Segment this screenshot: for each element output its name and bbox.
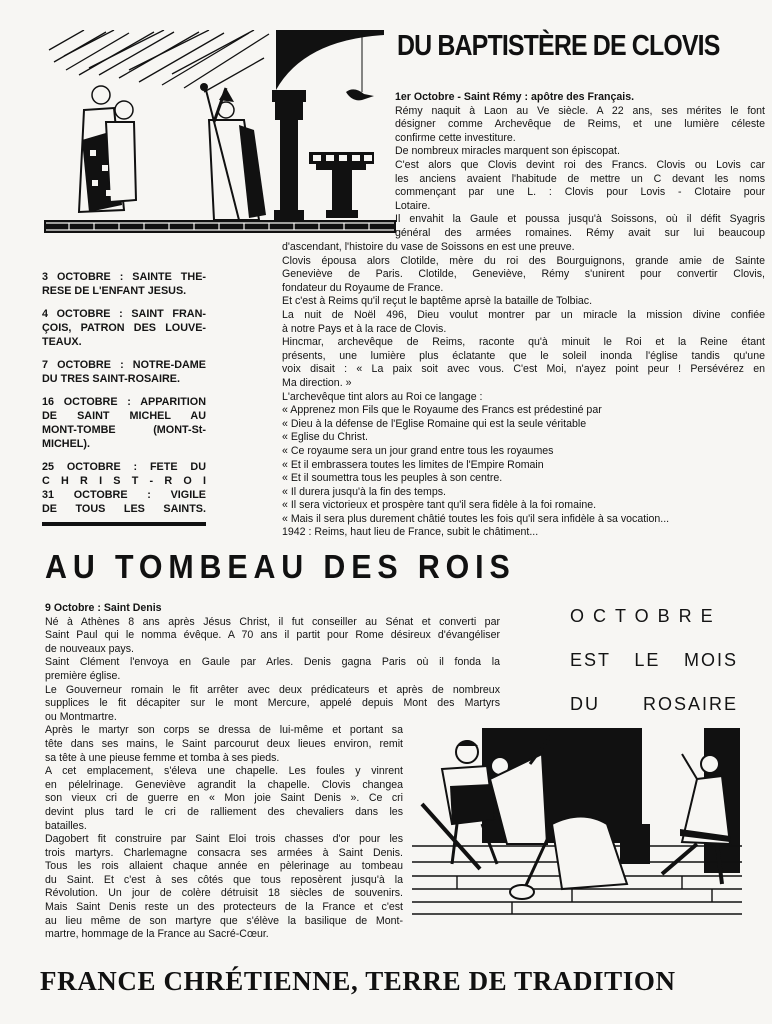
text-line: Saint Paul qui le nomma évêque. A 70 ans il partit pour Rome désireux d'évangéliser — [45, 629, 500, 642]
section1-right-column — [395, 91, 765, 241]
quote-line: « Il sera victorieux et prospère tant qu'il sera fidèle à la foi romaine. — [282, 499, 597, 512]
text-line: Rémy naquit à Laon au Ve siècle. A 22 ans, ses mérites le font — [395, 104, 765, 117]
text-line: sa tête à une pieuse femme et tomba à ses pieds. — [45, 751, 280, 764]
text-line: Révolution. Un jour de colère détruisit 18 siècles de souvenirs. — [45, 887, 403, 900]
footer-headline: FRANCE CHRÉTIENNE, TERRE DE TRADITION — [40, 966, 676, 996]
text-line: trois martyrs. Charlemagne consacra ses armées à Saint Denis. — [45, 846, 403, 859]
feast-line: RESE DE L'ENFANT JESUS. — [42, 285, 187, 297]
quote-line: « Et il soumettra tous les peuples à son centre. — [282, 472, 503, 485]
text-line: L'archevêque tint alors au Roi ce langage : — [282, 390, 483, 403]
quote-line: « Dieu à la défense de l'Eglise Romaine qui est la seule véritable — [282, 417, 587, 430]
section2-subheading: 9 Octobre : Saint Denis — [45, 602, 162, 614]
text-line: fondateur du Royaume de France. — [282, 281, 444, 294]
quote-line: « Apprenez mon Fils que le Royaume des Francs est prédestiné par — [282, 404, 602, 417]
text-line: Dagobert fit construire par Saint Eloi trois chasses d'or pour les — [45, 833, 403, 846]
feast-days-list — [42, 270, 206, 525]
text-line: Né à Athènes 8 ans après Jésus Christ, il fut conseiller au Sénat et converti par — [45, 615, 500, 628]
text-line: voix disait : « La paix soit avec vous. C'est Moi, n'ayez point peur ! Persévérez en — [282, 363, 765, 376]
text-line: Ma direction. » — [282, 376, 352, 389]
text-line: première église. — [45, 669, 121, 682]
quote-line: « Ce royaume sera un jour grand entre tous les royaumes — [282, 444, 554, 457]
section-title-baptistere: DU BAPTISTÈRE DE CLOVIS — [397, 30, 720, 62]
section1-wide-column — [282, 241, 765, 540]
feast-line: MICHEL). — [42, 438, 90, 450]
feast-line: TEAUX. — [42, 336, 82, 348]
text-line: présents, une lumière plus éclatante que le soleil inonda l'église tandis qu'une — [282, 349, 765, 362]
text-line: son vieux cri de guerre en « Mon joie Saint Denis ». Ce cri — [45, 792, 403, 805]
feast-line: 25 OCTOBRE : FETE DU — [42, 461, 206, 473]
quote-line: « Et il embrassera toutes les limites de l'Empire Romain — [282, 458, 544, 471]
text-line: à notre Pays et à la race de Clovis. — [282, 322, 447, 335]
text-line: tête dans ses mains, le Saint parcourut deux lieues environ, remit — [45, 737, 403, 750]
text-line: A cet emplacement, s'éleva une chapelle. Les foules y vinrent — [45, 765, 403, 778]
quote-line: « Eglise du Christ. — [282, 431, 368, 444]
feast-line: MONT-TOMBE (MONT-St- — [42, 424, 206, 436]
text-line: La nuit de Noël 496, Dieu voulut montrer par un miracle la mission divine confiée — [282, 308, 765, 321]
divider-rule — [42, 522, 206, 526]
text-line: au lieu même de son martyre que s'élève la basilique de Mont- — [45, 914, 403, 927]
text-line: Le Gouverneur romain le fit arrêter avec deux prédicateurs et après de nombreux — [45, 683, 500, 696]
text-line: désigner comme Archevêque de Reims, et une lumière céleste — [395, 118, 765, 131]
text-line: du Saint. Et c'est à ses côtés que tous reposèrent jusqu'à la — [45, 873, 403, 886]
quote-line: « Il durera jusqu'à la fin des temps. — [282, 485, 446, 498]
feast-line: 4 OCTOBRE : SAINT FRAN- — [42, 308, 206, 320]
text-line: Tous les rois allaient chaque année en pèlerinage au tombeau — [45, 860, 403, 873]
section-title-tombeau: AU TOMBEAU DES ROIS — [45, 548, 516, 585]
martyrdom-of-saint-denis-illustration — [412, 724, 747, 929]
text-line: général des armées romaines. Rémy avait sur lui beaucoup — [395, 226, 765, 239]
feast-line: DE TOUS LES SAINTS. — [42, 503, 206, 515]
text-line: Hincmar, archevêque de Reims, raconte qu'à minuit le Roi et la Reine étant — [282, 336, 765, 349]
text-line: les anciens avaient l'habitude de mettre un C devant les noms — [395, 172, 765, 185]
text-line: batailles. — [45, 819, 87, 832]
text-line: Saint Clément l'envoya en Gaule par Arles. Denis gagna Paris où il fonda la — [45, 656, 500, 669]
text-line: confirme cette investiture. — [395, 131, 516, 144]
callout-line: EST LE MOIS — [570, 650, 738, 670]
text-line: en pélelrinage. Geneviève agrandit la chapelle. Clovis changea — [45, 778, 403, 791]
feast-line: DE SAINT MICHEL AU — [42, 410, 206, 422]
feast-item — [42, 307, 206, 349]
feast-line: 31 OCTOBRE : VIGILE — [42, 489, 206, 501]
feast-line: 16 OCTOBRE : APPARITION — [42, 396, 206, 408]
text-line: supplices le fit décapiter sur le mont Mercure, appelé depuis Mont des Martyrs — [45, 697, 500, 710]
text-line: De nombreux miracles marquent son épiscopat. — [395, 145, 620, 158]
feast-item — [42, 395, 206, 451]
text-line: devint plus tard le cri de ralliement des chevaliers dans les — [45, 805, 403, 818]
text-line: C'est alors que Clovis devint roi des Francs. Clovis ou Lovis car — [395, 158, 765, 171]
text-line: martre, hommage de la France au Sacré-Cœur. — [45, 928, 269, 941]
feast-item — [42, 460, 206, 516]
text-line: Il envahit la Gaule et poussa jusqu'à Soissons, où il défit Syagris — [395, 213, 765, 226]
baptism-of-clovis-illustration — [44, 30, 396, 235]
text-line: Après le martyr son corps se dressa de lui-même et portant sa — [45, 724, 403, 737]
text-line: de nouveaux pays. — [45, 642, 134, 655]
feast-line: 7 OCTOBRE : NOTRE-DAME — [42, 359, 206, 371]
text-line: Clovis épousa alors Clotilde, mère du roi des Bourguignons, grande amie de Sainte — [282, 254, 765, 267]
text-line: commençant par une L. : Clovis pour Lovis - Clotaire pour — [395, 186, 765, 199]
callout-line: OCTOBRE — [570, 606, 722, 626]
section1-subheading: 1er Octobre - Saint Rémy : apôtre des Français. — [395, 91, 635, 103]
text-line: d'ascendant, l'histoire du vase de Soissons en est une preuve. — [282, 241, 575, 253]
text-line: Et c'est à Reims qu'il reçut le baptême aprsè la bataille de Tolbiac. — [282, 295, 593, 308]
feast-item — [42, 358, 206, 386]
text-line: Lotaire. — [395, 199, 431, 212]
text-line: ou Montmartre. — [45, 710, 117, 723]
feast-line: ÇOIS, PATRON DES LOUVE- — [42, 322, 206, 334]
feast-line: DU TRES SAINT-ROSAIRE. — [42, 373, 180, 385]
text-line: Mais Saint Denis reste un des protecteurs de la France et c'est — [45, 901, 403, 914]
feast-line: C H R I S T - R O I — [42, 475, 206, 487]
feast-line: 3 OCTOBRE : SAINTE THE- — [42, 271, 206, 283]
callout-line: DU ROSAIRE — [570, 694, 738, 714]
section2-column — [45, 602, 500, 942]
rosary-month-callout — [570, 594, 738, 726]
text-line: Geneviève de Paris. Clotilde, Geneviève, Rémy s'unirent pour convertir Clovis, — [282, 268, 765, 281]
quote-line: « Mais il sera plus durement châtié toutes les fois qu'il sera infidèle à sa vocation... — [282, 512, 670, 525]
text-line: 1942 : Reims, haut lieu de France, subit le châtiment... — [282, 526, 539, 539]
feast-item — [42, 270, 206, 298]
